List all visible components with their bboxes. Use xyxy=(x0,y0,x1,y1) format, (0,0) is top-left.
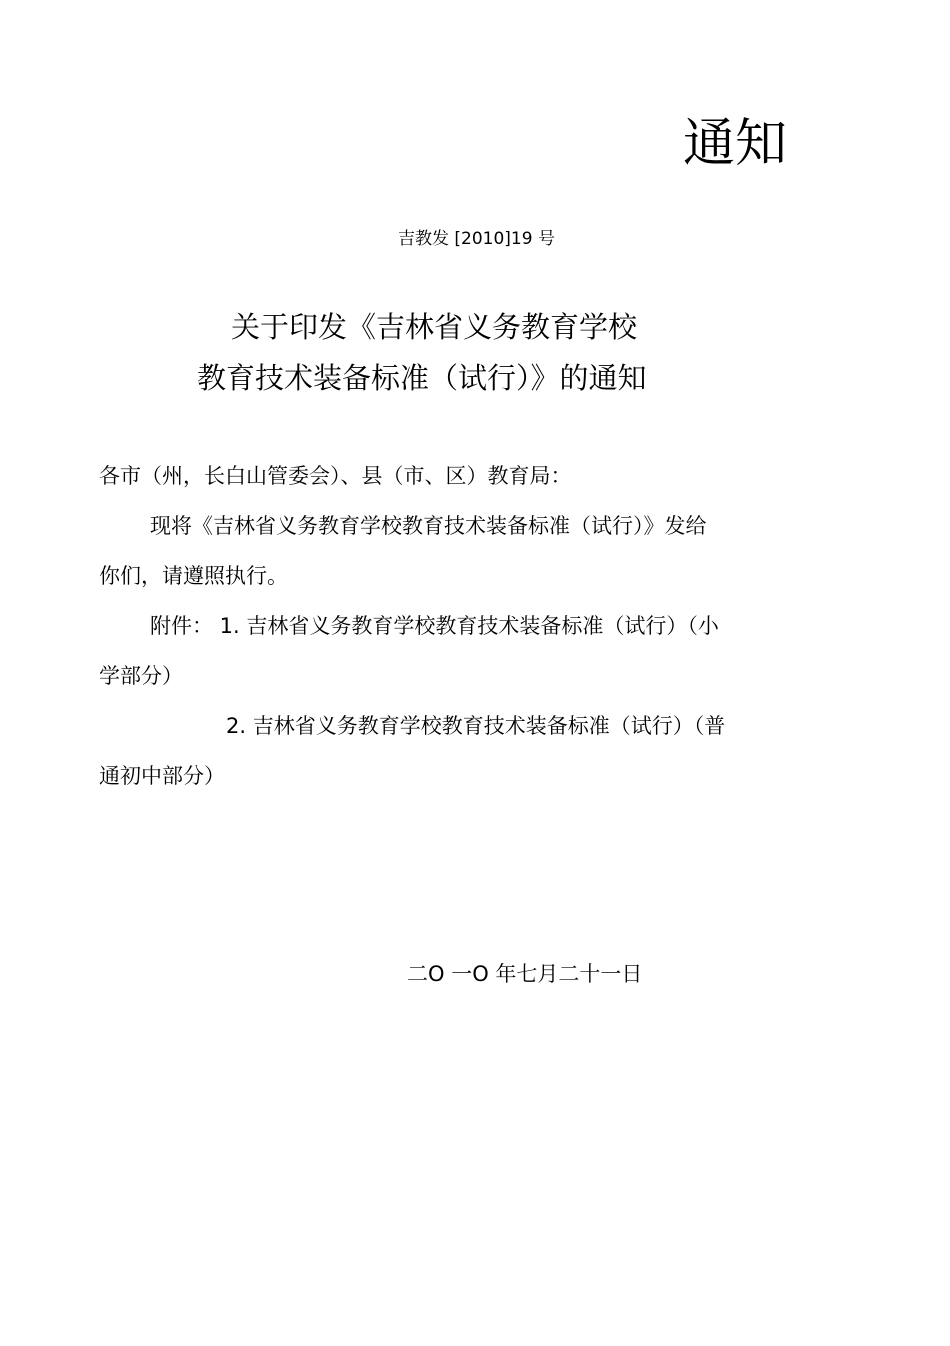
attachment-1-line-2: 学部分） xyxy=(99,664,183,688)
attachment-1-line-1: 附件： 1. 吉林省义务教育学校教育技术装备标准（试行）（小 xyxy=(150,614,719,638)
paragraph-line-1: 现将《吉林省义务教育学校教育技术装备标准（试行）》发给 xyxy=(150,514,707,538)
document-date: 二O 一O 年七月二十一日 xyxy=(407,962,643,986)
salutation: 各市（州，长白山管委会）、县（市、区）教育局： xyxy=(99,464,572,488)
attachment-2-line-1: 2. 吉林省义务教育学校教育技术装备标准（试行）（普 xyxy=(226,714,726,738)
attachment-2-line-2: 通初中部分） xyxy=(99,764,225,788)
header-title: 通知 xyxy=(683,114,788,174)
document-number: 吉教发 [2010]19 号 xyxy=(398,229,555,249)
paragraph-line-2: 你们，请遵照执行。 xyxy=(99,564,288,588)
document-title-line-1: 关于印发《吉林省义务教育学校 xyxy=(231,310,638,344)
document-title-line-2: 教育技术装备标准（试行）》的通知 xyxy=(197,361,647,395)
